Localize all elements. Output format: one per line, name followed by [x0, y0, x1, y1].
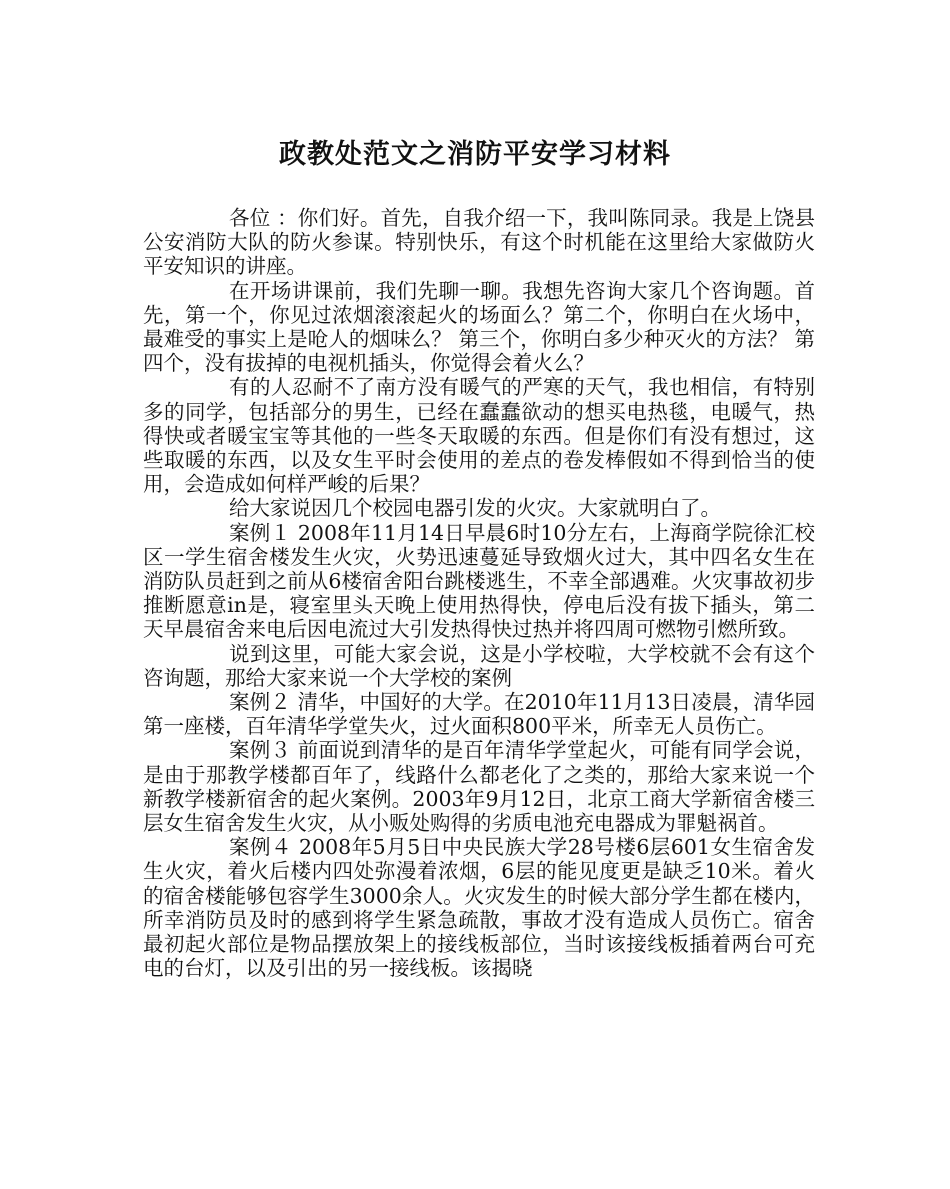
paragraph-transition: 说到这里，可能大家会说，这是小学校啦，大学校就不会有这个咨询题，那给大家来说一个大学校的案例 [143, 641, 815, 690]
paragraph-case-3: 案例３ 前面说到清华的是百年清华学堂起火，可能有同学会说，是由于那教学楼都百年了，线路什么都老化了之类的，那给大家来说一个新教学楼新宿舍的起火案例。2003年9月12日，北京工商大学新宿舍楼三层女生宿舍发生火灾，从小贩处购得的劣质电池充电器成为罪魁祸首。 [143, 738, 815, 836]
paragraph-case-2: 案例２ 清华，中国好的大学。在2010年11月13日凌晨，清华园第一座楼，百年清华学堂失火，过火面积800平米，所幸无人员伤亡。 [143, 690, 815, 739]
paragraph-questions: 在开场讲课前，我们先聊一聊。我想先咨询大家几个咨询题。首先，第一个，你见过浓烟滚滚起火的场面么？第二个，你明白在火场中，最难受的事实上是呛人的烟味么？ 第三个，你明白多少种灭火的方法？ 第四个，没有拔掉的电视机插头，你觉得会着火么？ [143, 278, 815, 376]
paragraph-intro-cases: 给大家说因几个校园电器引发的火灾。大家就明白了。 [229, 496, 721, 521]
document-title: 政教处范文之消防平安学习材料 [279, 139, 671, 170]
document-body [143, 206, 815, 981]
paragraph-heating-devices: 有的人忍耐不了南方没有暖气的严寒的天气，我也相信，有特别多的同学，包括部分的男生，已经在蠢蠢欲动的想买电热毯，电暖气，热得快或者暖宝宝等其他的一些冬天取暖的东西。但是你们有没有想过，这些取暖的东西，以及女生平时会使用的差点的卷发棒假如不得到恰当的使用，会造成如何样严峻的后果？ [143, 375, 815, 497]
paragraph-case-1: 案例１ 2008年11月14日早晨6时10分左右，上海商学院徐汇校区一学生宿舍楼发生火灾，火势迅速蔓延导致烟火过大，其中四名女生在消防队员赶到之前从6楼宿舍阳台跳楼逃生，不幸全部遇难。火灾事故初步推断愿意in是，寝室里头天晚上使用热得快，停电后没有拔下插头，第二天早晨宿舍来电后因电流过大引发热得快过热并将四周可燃物引燃所致。 [143, 520, 815, 642]
paragraph-case-4: 案例４ 2008年5月5日中央民族大学28号楼6层601女生宿舍发生火灾，着火后楼内四处弥漫着浓烟，6层的能见度更是缺乏10米。着火的宿舍楼能够包容学生3000余人。火灾发生的时候大部分学生都在楼内，所幸消防员及时的感到将学生紧急疏散，事故才没有造成人员伤亡。宿舍最初起火部位是物品摆放架上的接线板部位，当时该接线板插着两台可充电的台灯，以及引出的另一接线板。该揭晓 [143, 835, 815, 981]
paragraph-greeting: 各位 ：你们好。首先，自我介绍一下，我叫陈同录。我是上饶县公安消防大队的防火参谋。特别快乐，有这个时机能在这里给大家做防火平安知识的讲座。 [143, 206, 815, 279]
